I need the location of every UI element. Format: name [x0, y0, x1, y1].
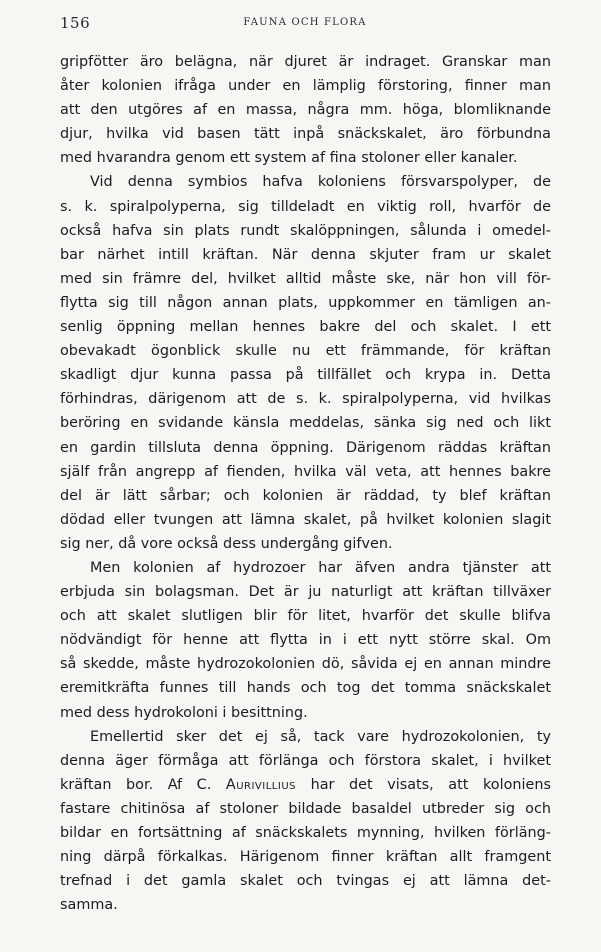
- text-line: förhindras, därigenom att de s. k. spiralpolyperna, vid hvilkas: [60, 391, 551, 408]
- text-line: åter kolonien ifråga under en lämplig förstoring, finner man: [60, 78, 551, 95]
- text-line: med sin främre del, hvilket alltid måste ske, när hon vill för-: [60, 270, 551, 287]
- text-line: ning därpå förkalkas. Härigenom finner kräftan allt framgent: [60, 849, 551, 866]
- text-line: en gardin tillsluta denna öppning. Därigenom räddas kräftan: [60, 439, 551, 456]
- text-line: Men kolonien af hydrozoer har äfven andra tjänster att: [90, 559, 551, 576]
- text-line: Vid denna symbios hafva koloniens försvarspolyper, de: [90, 174, 551, 191]
- text-line: fastare chitinösa af stoloner bildade basaldel utbreder sig och: [60, 800, 551, 817]
- text-line: att den utgöres af en massa, några mm. höga, blomliknande: [60, 102, 551, 119]
- text-line: obevakadt ögonblick skulle nu ett främmande, för kräftan: [60, 343, 551, 360]
- text-line: med dess hydrokoloni i besittning.: [60, 704, 308, 721]
- page-number: 156: [60, 14, 91, 32]
- text-line: s. k. spiralpolyperna, sig tilldeladt en viktig roll, hvarför de: [60, 198, 551, 215]
- text-line: gripfötter äro belägna, när djuret är indraget. Granskar man: [60, 54, 551, 70]
- text-line: sig ner, då vore också dess undergång gifven.: [60, 535, 393, 552]
- text-line: erbjuda sin bolagsman. Det är ju naturligt att kräftan tillväxer: [60, 584, 551, 601]
- text-line: dödad eller tvungen att lämna skalet, på hvilket kolonien slagit: [60, 511, 551, 528]
- text-line: trefnad i det gamla skalet och tvingas ej att lämna det-: [60, 873, 551, 890]
- text-line: och att skalet slutligen blir för litet, hvarför det skulle blifva: [60, 608, 551, 625]
- text-line: bar närhet intill kräftan. När denna skjuter fram ur skalet: [60, 246, 551, 263]
- body-text: [60, 50, 551, 917]
- page-header: [60, 14, 550, 34]
- text-line: djur, hvilka vid basen tätt inpå snäckskalet, äro förbundna: [60, 126, 551, 143]
- text-line: också hafva sin plats rundt skalöppningen, sålunda i omedel-: [60, 222, 551, 239]
- text-line: så skedde, måste hydrozokolonien dö, såvida ej en annan mindre: [60, 656, 551, 673]
- paragraph-3: [60, 556, 551, 725]
- text-line: skadligt djur kunna passa på tillfället och krypa in. Detta: [60, 367, 551, 384]
- running-title: FAUNA OCH FLORA: [243, 17, 367, 28]
- text-line: med hvarandra genom ett system af fina stoloner eller kanaler.: [60, 150, 518, 167]
- text-line: samma.: [60, 897, 118, 914]
- text-line: själf från angrepp af fienden, hvilka väl veta, att hennes bakre: [60, 463, 551, 480]
- text-line: eremitkräfta funnes till hands och tog det tomma snäckskalet: [60, 680, 551, 697]
- paragraph-2: [60, 170, 551, 556]
- author-name: Aurivillius: [225, 776, 296, 793]
- text-line: denna äger förmåga att förlänga och förstora skalet, i hvilket: [60, 752, 551, 769]
- text-line: senlig öppning mellan hennes bakre del och skalet. I ett: [60, 319, 551, 336]
- text-line: flytta sig till någon annan plats, uppkommer en tämligen an-: [60, 294, 551, 311]
- text-line: bildar en fortsättning af snäckskalets mynning, hvilken förläng-: [60, 825, 551, 841]
- paragraph-1: [60, 50, 551, 170]
- text-line: nödvändigt för henne att flytta in i ett nytt större skal. Om: [60, 632, 551, 649]
- text-line: beröring en svidande känsla meddelas, sänka sig ned och likt: [60, 415, 551, 432]
- text-line: kräftan bor. Af C. Aurivillius har det visats, att koloniens: [60, 776, 551, 793]
- text-line: del är lätt sårbar; och kolonien är räddad, ty blef kräftan: [60, 487, 551, 504]
- paragraph-4: [60, 725, 551, 918]
- text-line: Emellertid sker det ej så, tack vare hydrozokolonien, ty: [90, 728, 551, 745]
